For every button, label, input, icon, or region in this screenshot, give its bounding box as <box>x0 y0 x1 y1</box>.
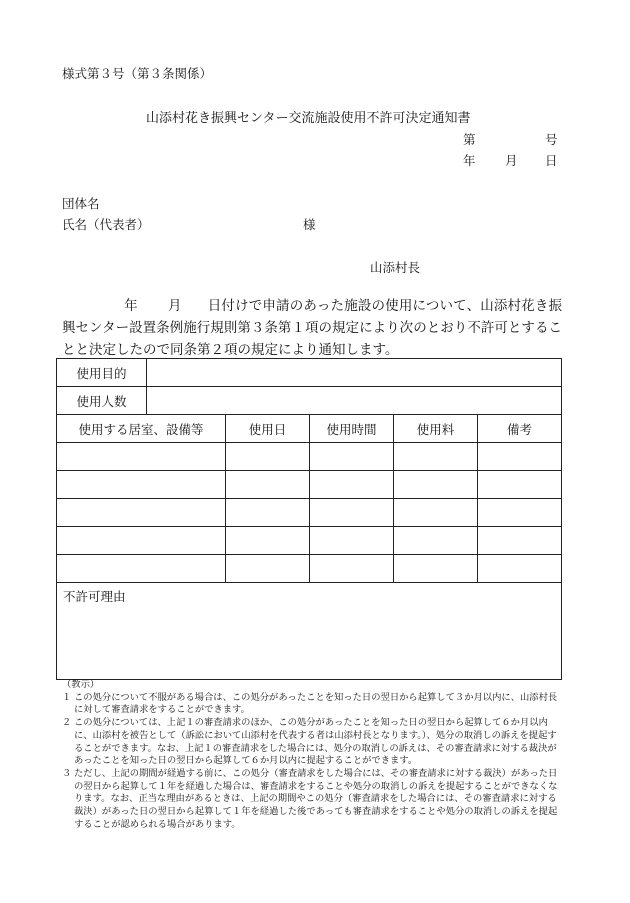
honorific: 様 <box>303 217 316 232</box>
instruction-text: この処分について不服がある場合は、この処分があったことを知った日の翌日から起算して３か月以内に、山添村長に対して審査請求をすることができます。 <box>74 691 558 716</box>
instruction-text: この処分については、上記１の審査請求のほか、この処分があったことを知った日の翌日から起算して６か月以内に、山添村を被告として（訴訟において山添村を代表する者は山添村長となります。）、処分の取消しの訴えを提起することができます。なお、上記１の審査請求をした場合には、処分の取消しの訴えは、その審査請求に対する裁決があったことを知った日の翌日から起算して６か月以内に提起することができます。 <box>74 717 557 767</box>
table-row <box>57 555 562 583</box>
column-header-room: 使用する居室、設備等 <box>57 415 226 443</box>
time-cell <box>310 527 394 555</box>
date-cell <box>226 555 310 583</box>
document-number-suffix: 号 <box>545 132 558 147</box>
room-cell <box>57 443 226 471</box>
column-header-remarks: 備考 <box>478 415 562 443</box>
remarks-cell <box>478 471 562 499</box>
purpose-label: 使用目的 <box>57 359 147 387</box>
remarks-cell <box>478 499 562 527</box>
purpose-value <box>147 359 562 387</box>
date-year: 年 <box>463 153 476 168</box>
column-header-time: 使用時間 <box>310 415 394 443</box>
table-row <box>57 527 562 555</box>
document-number-prefix: 第 <box>463 132 476 147</box>
time-cell <box>310 555 394 583</box>
date-cell <box>226 527 310 555</box>
room-cell <box>57 555 226 583</box>
date-cell <box>226 471 310 499</box>
room-cell <box>57 471 226 499</box>
notice-body <box>62 295 562 361</box>
room-cell <box>57 527 226 555</box>
remarks-cell <box>478 443 562 471</box>
time-cell <box>310 499 394 527</box>
table-row <box>57 443 562 471</box>
people-value <box>147 387 562 415</box>
date-day: 日 <box>545 153 558 168</box>
form-number: 様式第３号（第３条関係） <box>62 66 213 81</box>
column-header-row <box>57 415 562 443</box>
fee-cell <box>394 471 478 499</box>
issuer: 山添村長 <box>370 260 421 275</box>
fee-cell <box>394 443 478 471</box>
remarks-cell <box>478 527 562 555</box>
fee-cell <box>394 527 478 555</box>
fee-cell <box>394 555 478 583</box>
table-row <box>57 499 562 527</box>
time-cell <box>310 443 394 471</box>
time-cell <box>310 471 394 499</box>
body-date-year: 年 <box>124 298 138 314</box>
date-cell <box>226 499 310 527</box>
reason-row <box>57 583 562 680</box>
body-text: 日付けで申請のあった施設の使用について、山添村花き振興センター設置条例施行規則第３条第１項の規定により次のとおり不許可とすることと決定したので同条第２項の規定により通知します。 <box>62 298 562 358</box>
column-header-date: 使用日 <box>226 415 310 443</box>
usage-table <box>56 358 562 680</box>
table-row <box>57 471 562 499</box>
representative-name-label: 氏名（代表者） <box>62 217 150 232</box>
group-name-label: 団体名 <box>62 196 100 211</box>
purpose-row <box>57 359 562 387</box>
document-title: 山添村花き振興センター交流施設使用不許可決定通知書 <box>146 111 471 126</box>
reason-cell <box>57 583 562 680</box>
remarks-cell <box>478 555 562 583</box>
date-cell <box>226 443 310 471</box>
instruction-number: ３ <box>62 767 72 779</box>
instruction-item <box>62 692 562 717</box>
instruction-text: ただし、上記の期間が経過する前に、この処分（審査請求をした場合には、その審査請求に対する裁決）があった日の翌日から起算して１年を経過した場合は、審査請求をすることや処分の取消しの訴えを提起することができなくなります。なお、正当な理由があるときは、上記の期間やこの処分（審査請求をした場合には、その審査請求に対する裁決）があった日の翌日から起算して１年を経過した後であっても審査請求をすることや処分の取消しの訴えを提起することが認められる場合があります。 <box>74 767 558 830</box>
instructions-heading: （教示） <box>62 679 100 690</box>
body-date-month: 月 <box>167 298 182 314</box>
instruction-number: １ <box>62 691 72 703</box>
people-label: 使用人数 <box>57 387 147 415</box>
fee-cell <box>394 499 478 527</box>
instruction-item <box>62 768 562 832</box>
date-month: 月 <box>505 153 518 168</box>
reason-label: 不許可理由 <box>63 589 126 604</box>
instructions <box>62 679 562 831</box>
people-row <box>57 387 562 415</box>
instruction-number: ２ <box>62 717 72 729</box>
column-header-fee: 使用料 <box>394 415 478 443</box>
room-cell <box>57 499 226 527</box>
instruction-item <box>62 717 562 768</box>
